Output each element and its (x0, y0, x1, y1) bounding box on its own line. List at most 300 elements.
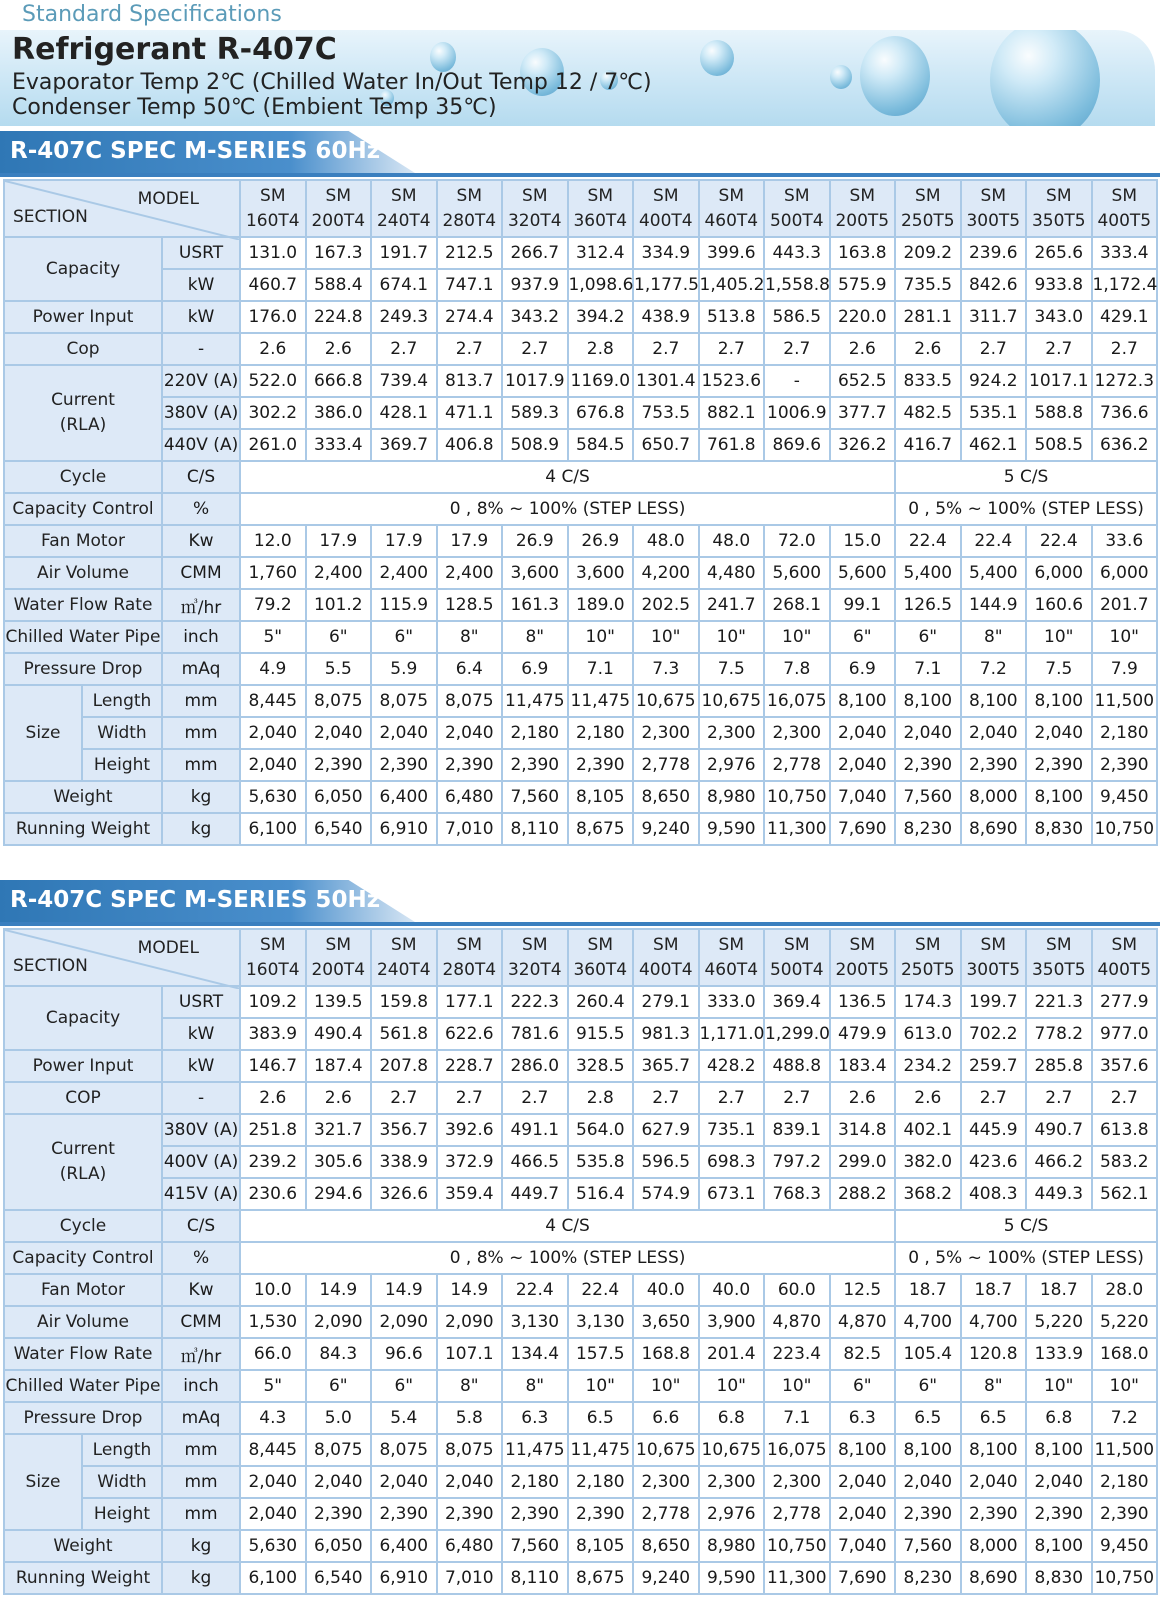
value-cell: 3,130 (502, 1306, 568, 1338)
value-cell: 2,040 (371, 1466, 437, 1498)
value-cell: 11,500 (1092, 1434, 1158, 1466)
model-header-cell (633, 180, 699, 237)
value-cell: 79.2 (240, 589, 306, 621)
water-drop-image (830, 65, 852, 89)
value-cell: 652.5 (830, 365, 896, 397)
value-cell: 7,560 (502, 1530, 568, 1562)
value-cell: 408.3 (961, 1178, 1027, 1210)
value-cell: 7,010 (437, 1562, 503, 1594)
value-cell: 5,220 (1092, 1306, 1158, 1338)
value-cell: 60.0 (764, 1274, 830, 1306)
merged-value-4cs: 0 , 8% ~ 100% (STEP LESS) (240, 1242, 895, 1274)
value-cell: 6,050 (306, 1530, 372, 1562)
model-header-cell (961, 929, 1027, 986)
value-cell: 6.8 (1026, 1402, 1092, 1434)
model-label: MODEL (137, 938, 200, 958)
value-cell: 449.7 (502, 1178, 568, 1210)
value-cell: 22.4 (961, 525, 1027, 557)
row-label: Air Volume (4, 557, 162, 589)
value-cell: 613.8 (1092, 1114, 1158, 1146)
value-cell: 343.0 (1026, 301, 1092, 333)
value-cell: 168.0 (1092, 1338, 1158, 1370)
value-cell: 207.8 (371, 1050, 437, 1082)
merged-value-5cs: 0 , 5% ~ 100% (STEP LESS) (895, 1242, 1157, 1274)
section-header-50hz (0, 880, 415, 922)
value-cell: 10" (633, 1370, 699, 1402)
value-cell: 2.6 (306, 333, 372, 365)
value-cell: 8,100 (1026, 685, 1092, 717)
model-prefix: SM (653, 185, 679, 206)
unit-cell: mm (162, 685, 240, 717)
value-cell: 33.6 (1092, 525, 1158, 557)
model-header-cell (371, 929, 437, 986)
unit-cell: C/S (162, 1210, 240, 1242)
value-cell: 588.8 (1026, 397, 1092, 429)
model-prefix: SM (587, 934, 614, 955)
value-cell: 202.5 (633, 589, 699, 621)
value-cell: 445.9 (961, 1114, 1027, 1146)
model-header-cell (1026, 180, 1092, 237)
value-cell: 2,400 (437, 557, 503, 589)
value-cell: 2.8 (568, 333, 634, 365)
value-cell: 406.8 (437, 429, 503, 461)
value-cell: 429.1 (1092, 301, 1158, 333)
value-cell: 2,390 (568, 749, 634, 781)
value-cell: 1,530 (240, 1306, 306, 1338)
row-label: Pressure Drop (4, 653, 162, 685)
value-cell: 2.7 (502, 1082, 568, 1114)
value-cell: 8,830 (1026, 1562, 1092, 1594)
value-cell: 5,400 (961, 557, 1027, 589)
value-cell: 6,400 (371, 781, 437, 813)
value-cell: 334.9 (633, 237, 699, 269)
value-cell: 220.0 (830, 301, 896, 333)
model-header-cell (633, 929, 699, 986)
value-cell: 8,980 (699, 781, 765, 813)
value-cell: 7,560 (502, 781, 568, 813)
value-cell: 5,630 (240, 1530, 306, 1562)
value-cell: 443.3 (764, 237, 830, 269)
value-cell: 2,040 (830, 717, 896, 749)
value-cell: 239.2 (240, 1146, 306, 1178)
value-cell: 383.9 (240, 1018, 306, 1050)
value-cell: 8,980 (699, 1530, 765, 1562)
value-cell: 462.1 (961, 429, 1027, 461)
merged-value-5cs: 0 , 5% ~ 100% (STEP LESS) (895, 493, 1157, 525)
value-cell: 5,600 (830, 557, 896, 589)
model-code: 250T5 (900, 959, 955, 980)
model-prefix: SM (522, 934, 548, 955)
cycle-label: Cycle (4, 461, 162, 493)
value-cell: 2.7 (371, 333, 437, 365)
model-code: 320T4 (507, 210, 562, 231)
evaporator-line: Evaporator Temp 2℃ (Chilled Water In/Out Temp 12 / 7℃) (12, 70, 652, 95)
value-cell: 326.6 (371, 1178, 437, 1210)
value-cell: 6.4 (437, 653, 503, 685)
model-code: 200T5 (835, 210, 890, 231)
value-cell: 8,075 (437, 685, 503, 717)
value-cell: 839.1 (764, 1114, 830, 1146)
value-cell: 12.0 (240, 525, 306, 557)
merged-value-4cs: 0 , 8% ~ 100% (STEP LESS) (240, 493, 895, 525)
value-cell: 10" (633, 621, 699, 653)
value-cell: 8,100 (961, 685, 1027, 717)
value-cell: 177.1 (437, 986, 503, 1018)
value-cell: 343.2 (502, 301, 568, 333)
value-cell: 2,040 (895, 1466, 961, 1498)
value-cell: 2,180 (568, 717, 634, 749)
value-cell: 869.6 (764, 429, 830, 461)
cop-label: Cop (4, 333, 162, 365)
page-title: Refrigerant R-407C (12, 32, 337, 67)
value-cell: 8" (437, 621, 503, 653)
value-cell: 2,778 (764, 1498, 830, 1530)
model-header-cell (240, 180, 306, 237)
value-cell: 6,540 (306, 1562, 372, 1594)
value-cell: 11,500 (1092, 685, 1158, 717)
value-cell: 778.2 (1026, 1018, 1092, 1050)
value-cell: 2,090 (306, 1306, 372, 1338)
value-cell: 583.2 (1092, 1146, 1158, 1178)
model-prefix: SM (980, 934, 1007, 955)
value-cell: 2,390 (306, 749, 372, 781)
value-cell: 399.6 (699, 237, 765, 269)
value-cell: 9,450 (1092, 1530, 1158, 1562)
unit-cell: 220V (A) (162, 365, 240, 397)
model-prefix: SM (718, 185, 745, 206)
value-cell: 115.9 (371, 589, 437, 621)
value-cell: 221.3 (1026, 986, 1092, 1018)
power-input-label: Power Input (4, 1050, 162, 1082)
value-cell: 1,098.6 (568, 269, 634, 301)
model-code: 360T4 (573, 959, 628, 980)
value-cell: 10,675 (699, 1434, 765, 1466)
size-dimension-label: Height (82, 1498, 162, 1530)
unit-cell: ㎥/hr (162, 589, 240, 621)
value-cell: 8,075 (306, 1434, 372, 1466)
value-cell: 2,040 (240, 749, 306, 781)
value-cell: 8,110 (502, 1562, 568, 1594)
value-cell: 8,075 (306, 685, 372, 717)
value-cell: 10" (699, 1370, 765, 1402)
value-cell: 666.8 (306, 365, 372, 397)
model-prefix: SM (325, 185, 352, 206)
value-cell: 3,130 (568, 1306, 634, 1338)
value-cell: 8,830 (1026, 813, 1092, 845)
value-cell: 134.4 (502, 1338, 568, 1370)
value-cell: 2,778 (764, 749, 830, 781)
value-cell: 6" (830, 621, 896, 653)
value-cell: 160.6 (1026, 589, 1092, 621)
value-cell: 6.3 (830, 1402, 896, 1434)
row-label: Pressure Drop (4, 1402, 162, 1434)
value-cell: 40.0 (633, 1274, 699, 1306)
value-cell: 2,180 (1092, 717, 1158, 749)
value-cell: 96.6 (371, 1338, 437, 1370)
value-cell: 2.7 (1026, 333, 1092, 365)
power-input-label: Power Input (4, 301, 162, 333)
value-cell: 8,675 (568, 1562, 634, 1594)
value-cell: 382.0 (895, 1146, 961, 1178)
value-cell: 761.8 (699, 429, 765, 461)
value-cell: 6" (306, 1370, 372, 1402)
model-header-cell (895, 929, 961, 986)
value-cell: 2,040 (371, 717, 437, 749)
value-cell: 126.5 (895, 589, 961, 621)
value-cell: 449.3 (1026, 1178, 1092, 1210)
model-prefix: SM (522, 185, 548, 206)
value-cell: 157.5 (568, 1338, 634, 1370)
model-code: 460T4 (704, 959, 759, 980)
value-cell: 167.3 (306, 237, 372, 269)
value-cell: 8,100 (830, 685, 896, 717)
value-cell: 10" (764, 621, 830, 653)
value-cell: 482.5 (895, 397, 961, 429)
value-cell: 11,475 (502, 685, 568, 717)
value-cell: 183.4 (830, 1050, 896, 1082)
value-cell: 286.0 (502, 1050, 568, 1082)
value-cell: 490.7 (1026, 1114, 1092, 1146)
model-header-cell (699, 180, 765, 237)
value-cell: 224.8 (306, 301, 372, 333)
model-code: 350T5 (1031, 210, 1086, 231)
value-cell: 8,100 (1026, 1434, 1092, 1466)
value-cell: 466.5 (502, 1146, 568, 1178)
section-header-60hz (0, 131, 415, 173)
value-cell: 28.0 (1092, 1274, 1158, 1306)
value-cell: 2,090 (437, 1306, 503, 1338)
value-cell: 251.8 (240, 1114, 306, 1146)
value-cell: 9,240 (633, 813, 699, 845)
value-cell: 16,075 (764, 1434, 830, 1466)
value-cell: 2.6 (830, 333, 896, 365)
value-cell: 596.5 (633, 1146, 699, 1178)
value-cell: 490.4 (306, 1018, 372, 1050)
value-cell: 753.5 (633, 397, 699, 429)
model-header-cell (568, 929, 634, 986)
value-cell: 11,475 (568, 685, 634, 717)
value-cell: 2.6 (830, 1082, 896, 1114)
value-cell: 4.3 (240, 1402, 306, 1434)
value-cell: 2,400 (371, 557, 437, 589)
value-cell: 234.2 (895, 1050, 961, 1082)
value-cell: 7,560 (895, 781, 961, 813)
value-cell: 107.1 (437, 1338, 503, 1370)
model-section-header (4, 180, 240, 237)
value-cell: 191.7 (371, 237, 437, 269)
value-cell: 230.6 (240, 1178, 306, 1210)
value-cell: 8,100 (961, 1434, 1027, 1466)
value-cell: 2,778 (633, 1498, 699, 1530)
value-cell: 14.9 (371, 1274, 437, 1306)
value-cell: 7,010 (437, 813, 503, 845)
value-cell: 277.9 (1092, 986, 1158, 1018)
unit-cell: CMM (162, 557, 240, 589)
value-cell: 2,400 (306, 557, 372, 589)
model-code: 300T5 (966, 959, 1021, 980)
value-cell: 48.0 (633, 525, 699, 557)
model-header-cell (830, 180, 896, 237)
value-cell: 11,300 (764, 1562, 830, 1594)
value-cell: 1,760 (240, 557, 306, 589)
value-cell: 2.7 (699, 1082, 765, 1114)
value-cell: 10" (764, 1370, 830, 1402)
value-cell: 7,690 (830, 813, 896, 845)
value-cell: 372.9 (437, 1146, 503, 1178)
value-cell: 2,300 (633, 1466, 699, 1498)
value-cell: 260.4 (568, 986, 634, 1018)
value-cell: 6,480 (437, 781, 503, 813)
model-prefix: SM (980, 185, 1007, 206)
model-prefix: SM (784, 934, 810, 955)
value-cell: 937.9 (502, 269, 568, 301)
model-header-cell (699, 929, 765, 986)
value-cell: 460.7 (240, 269, 306, 301)
size-dimension-label: Width (82, 1466, 162, 1498)
value-cell: 2,390 (895, 1498, 961, 1530)
value-cell: 72.0 (764, 525, 830, 557)
value-cell: 479.9 (830, 1018, 896, 1050)
value-cell: 535.8 (568, 1146, 634, 1178)
value-cell: 285.8 (1026, 1050, 1092, 1082)
value-cell: 8,230 (895, 813, 961, 845)
value-cell: 10" (568, 621, 634, 653)
value-cell: 174.3 (895, 986, 961, 1018)
value-cell: 212.5 (437, 237, 503, 269)
value-cell: 6,100 (240, 1562, 306, 1594)
unit-cell: Kw (162, 1274, 240, 1306)
value-cell: 8,105 (568, 1530, 634, 1562)
value-cell: 8,650 (633, 1530, 699, 1562)
value-cell: 8,100 (1026, 781, 1092, 813)
row-label: Weight (4, 1530, 162, 1562)
water-drop-image (990, 30, 1100, 126)
value-cell: 1301.4 (633, 365, 699, 397)
unit-cell: ㎥/hr (162, 1338, 240, 1370)
value-cell: 4,200 (633, 557, 699, 589)
value-cell: 2,390 (1026, 749, 1092, 781)
model-prefix: SM (915, 934, 941, 955)
value-cell: 6,910 (371, 1562, 437, 1594)
cop-label: COP (4, 1082, 162, 1114)
model-header-cell (306, 180, 372, 237)
unit-cell: mm (162, 1498, 240, 1530)
model-header-cell (502, 929, 568, 986)
value-cell: 513.8 (699, 301, 765, 333)
value-cell: 199.7 (961, 986, 1027, 1018)
model-section-header (4, 929, 240, 986)
value-cell: 109.2 (240, 986, 306, 1018)
value-cell: 7.5 (699, 653, 765, 685)
value-cell: 5.8 (437, 1402, 503, 1434)
unit-cell: inch (162, 621, 240, 653)
value-cell: 933.8 (1026, 269, 1092, 301)
value-cell: 736.6 (1092, 397, 1158, 429)
value-cell: 279.1 (633, 986, 699, 1018)
value-cell: 2,040 (240, 1466, 306, 1498)
value-cell: 2,040 (306, 1466, 372, 1498)
size-dimension-label: Length (82, 1434, 162, 1466)
value-cell: 15.0 (830, 525, 896, 557)
value-cell: 10" (1092, 621, 1158, 653)
size-dimension-label: Height (82, 749, 162, 781)
unit-cell: kW (162, 1018, 240, 1050)
value-cell: 2,390 (895, 749, 961, 781)
value-cell: 8" (502, 621, 568, 653)
value-cell: 2.7 (437, 1082, 503, 1114)
size-label: Size (4, 1434, 82, 1530)
value-cell: 2.7 (961, 333, 1027, 365)
value-cell: 2.6 (895, 1082, 961, 1114)
value-cell: 10,675 (699, 685, 765, 717)
model-header-cell (437, 180, 503, 237)
section-label: SECTION (13, 956, 88, 976)
value-cell: 6,480 (437, 1530, 503, 1562)
value-cell: 223.4 (764, 1338, 830, 1370)
model-prefix: SM (718, 934, 745, 955)
model-code: 240T4 (376, 959, 431, 980)
value-cell: 9,590 (699, 813, 765, 845)
value-cell: 3,650 (633, 1306, 699, 1338)
row-label: Chilled Water Pipe (4, 621, 162, 653)
value-cell: 8,230 (895, 1562, 961, 1594)
value-cell: 2.6 (240, 1082, 306, 1114)
value-cell: 2,040 (961, 1466, 1027, 1498)
value-cell: 402.1 (895, 1114, 961, 1146)
value-cell: 7,040 (830, 1530, 896, 1562)
value-cell: 305.6 (306, 1146, 372, 1178)
value-cell: 11,475 (502, 1434, 568, 1466)
value-cell: 8,690 (961, 813, 1027, 845)
value-cell: 2.7 (371, 1082, 437, 1114)
unit-cell: mm (162, 1466, 240, 1498)
value-cell: 650.7 (633, 429, 699, 461)
value-cell: 2,040 (240, 1498, 306, 1530)
value-cell: 471.1 (437, 397, 503, 429)
value-cell: 10.0 (240, 1274, 306, 1306)
value-cell: 1017.9 (502, 365, 568, 397)
value-cell: 17.9 (437, 525, 503, 557)
value-cell: 491.1 (502, 1114, 568, 1146)
value-cell: 2.7 (699, 333, 765, 365)
value-cell: 201.7 (1092, 589, 1158, 621)
value-cell: 6.3 (502, 1402, 568, 1434)
value-cell: 7.1 (895, 653, 961, 685)
model-prefix: SM (1111, 185, 1138, 206)
value-cell: 2,300 (764, 717, 830, 749)
model-header-cell (1092, 929, 1158, 986)
model-prefix: SM (1046, 185, 1072, 206)
value-cell: 1169.0 (568, 365, 634, 397)
value-cell: 26.9 (568, 525, 634, 557)
value-cell: 842.6 (961, 269, 1027, 301)
value-cell: 144.9 (961, 589, 1027, 621)
value-cell: 40.0 (699, 1274, 765, 1306)
value-cell: 882.1 (699, 397, 765, 429)
value-cell: 4,870 (764, 1306, 830, 1338)
value-cell: 2,300 (699, 717, 765, 749)
model-code: 200T4 (311, 959, 366, 980)
model-code: 200T4 (311, 210, 366, 231)
value-cell: 1,405.2 (699, 269, 765, 301)
value-cell: 5,220 (1026, 1306, 1092, 1338)
unit-cell: kW (162, 301, 240, 333)
value-cell: 6.8 (699, 1402, 765, 1434)
value-cell: 10,675 (633, 1434, 699, 1466)
value-cell: 10,750 (764, 781, 830, 813)
value-cell: 9,450 (1092, 781, 1158, 813)
value-cell: 6,050 (306, 781, 372, 813)
